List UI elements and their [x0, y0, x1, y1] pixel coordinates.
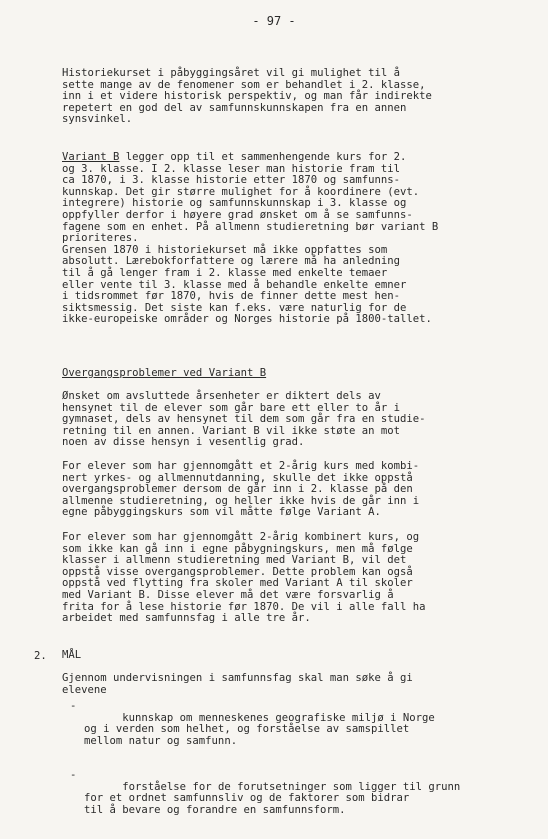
- paragraph-two-year-course: For elever som har gjennomgått et 2-årig kurs med kombi- nert yrkes- og allmennutdanning, skulle det ikke oppstå overgangsproblemer dersom de går inn i 2. klasse på den allmenne studieretning, og heller ikke hvis de går inn i egne påbyggingskurs som vil måtte følge Variant A.: [62, 460, 420, 519]
- section-number: 2.: [34, 650, 47, 662]
- paragraph-history-course: Historiekurset i påbyggingsåret vil gi mulighet til å sette mange av de fenomener som er behandlet i 2. klasse, inn i et videre historisk perspektiv, og man får indirekte repetert en god del av samfunnskunnskapen fra en annen synsvinkel.: [62, 67, 432, 126]
- page-number: - 97 -: [252, 14, 296, 28]
- list-item: [70, 700, 460, 759]
- list-item-text: forståelse for de forutsetninger som ligger til grunn for et ordnet samfunnsliv og de faktorer som bidrar til å bevare og forandre en samfunnsform.: [84, 780, 461, 816]
- goals-list: [70, 700, 461, 839]
- paragraph-year-units: Ønsket om avsluttede årsenheter er diktert dels av hensynet til de elever som går bare ett eller to år i gymnaset, dels av hensynet til dem som går fra en studie- retning til en annen. Variant B vil ikke støte an mot noen av disse hensyn i vesentlig grad.: [62, 390, 426, 449]
- list-item: [70, 768, 461, 828]
- paragraph-combined-course: For elever som har gjennomgått 2-årig kombinert kurs, og som ikke kan gå inn i egne påbygningskurs, men må følge klasser i allmenn studieretning med Variant B, vil det oppstå visse overgangsproblemer. Dette problem kan også oppstå ved flytting fra skoler med Variant A til skoler med Variant B. Disse elever må det være forsvarlig å frita for å lese historie før 1870. De vil i alle fall ha arbeidet med samfunnsfag i alle tre år.: [62, 531, 426, 625]
- paragraph-goals-intro: Gjennom undervisningen i samfunnsfag skal man søke å gi elevene: [62, 672, 413, 696]
- section-title: MÅL: [62, 649, 82, 661]
- variant-b-text: legger opp til et sammenhengende kurs for 2. og 3. klasse. I 2. klasse leser man historie fram til ca 1870, i 3. klasse historie etter 1870 og samfunns- kunnskap. Det gir større mulighet for å koordinere (evt. integrere) historie og samfunnskunnskap i 3. klasse og oppfyller derfor i høyere grad ønsket om å se samfunns- fagene som en enhet. På allmenn studieretning bør variant B prioriteres. Grensen 1870 i historiekurset må ikke oppfattes som absolutt. Lærebokforfattere og lærere må ha anledning til å gå lenger fram i 2. klasse med enkelte temaer eller vente til 3. klasse med å behandle enkelte emner i tidsrommet før 1870, hvis de finner dette mest hen- siktsmessig. Det siste kan f.eks. være naturlig for de ikke-europeiske områder og Norges historie på 1800-tallet.: [62, 151, 439, 326]
- bullet-dash: -: [70, 768, 77, 781]
- bullet-dash: -: [70, 700, 77, 712]
- paragraph-variant-b: [62, 152, 438, 326]
- heading-transition-problems: Overgangsproblemer ved Variant B: [62, 367, 267, 379]
- list-item-text: kunnskap om menneskenes geografiske miljø i Norge og i verden som helhet, og forståelse av samspillet mellom natur og samfunn.: [84, 711, 435, 747]
- variant-b-label: Variant B: [62, 151, 120, 163]
